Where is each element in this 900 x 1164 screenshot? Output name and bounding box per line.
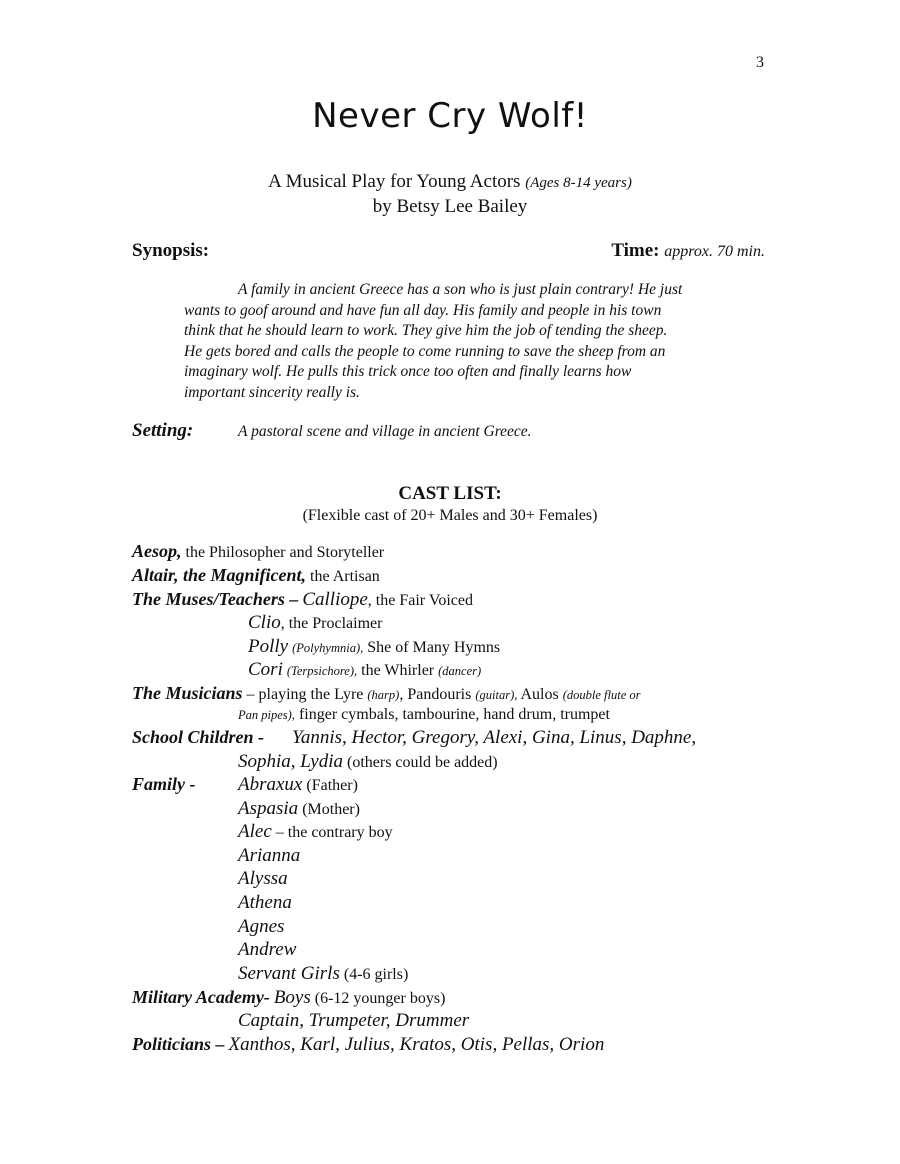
character-desc: , the Proclaimer bbox=[280, 615, 383, 632]
character-name: Abraxux bbox=[238, 774, 303, 795]
synopsis-line: wants to goof around and have fun all day. His family and people in his town bbox=[184, 301, 662, 319]
character-note: (dancer) bbox=[438, 664, 482, 678]
character-name: Alyssa bbox=[238, 868, 288, 889]
character-desc: , Pandouris bbox=[399, 686, 472, 703]
character-name: Servant Girls bbox=[238, 963, 340, 984]
time-value: approx. 70 min. bbox=[664, 243, 765, 260]
cast-entry-clio bbox=[248, 612, 382, 634]
cast-entry-family bbox=[132, 774, 196, 795]
character-name: Boys bbox=[273, 987, 311, 1008]
instrument-note: Pan pipes), bbox=[238, 708, 295, 722]
instrument-note: (guitar), bbox=[475, 688, 518, 702]
character-name: Arianna bbox=[238, 845, 301, 866]
cast-entry-military-ranks bbox=[238, 1010, 469, 1032]
subtitle-line: A Musical Play for Young Actors bbox=[268, 171, 521, 192]
cast-entry-school-names bbox=[292, 727, 696, 749]
cast-entry-servant-girls bbox=[238, 963, 408, 985]
cast-entry-musicians bbox=[132, 683, 640, 704]
character-desc: She of Many Hymns bbox=[367, 639, 501, 656]
synopsis-label: Synopsis: bbox=[132, 240, 210, 261]
synopsis-text bbox=[184, 280, 774, 403]
character-name: Polly bbox=[248, 636, 289, 657]
synopsis-line: A family in ancient Greece has a son who is just plain contrary! He just bbox=[238, 281, 683, 298]
author-line: by Betsy Lee Bailey bbox=[372, 196, 528, 217]
character-note: (Mother) bbox=[302, 801, 360, 818]
character-note: (Father) bbox=[306, 777, 358, 794]
cast-entry-musicians-cont bbox=[238, 706, 610, 724]
cast-entry-school-cont bbox=[238, 751, 498, 773]
synopsis-line: He gets bored and calls the people to come running to save the sheep from an bbox=[184, 342, 666, 360]
group-label: Family - bbox=[132, 774, 196, 794]
character-note: (Polyhymnia), bbox=[292, 641, 364, 655]
cast-entry-abraxux bbox=[238, 774, 358, 796]
character-desc: finger cymbals, tambourine, hand drum, trumpet bbox=[298, 706, 610, 723]
character-note: (Terpsichore), bbox=[286, 664, 358, 678]
setting-label: Setting: bbox=[132, 420, 194, 441]
group-label: School Children - bbox=[132, 727, 265, 747]
character-note: (4-6 girls) bbox=[343, 966, 409, 983]
cast-entry-athena bbox=[238, 892, 292, 914]
character-note: (others could be added) bbox=[347, 754, 498, 771]
cast-list-title: CAST LIST: bbox=[398, 483, 502, 504]
character-name: Clio bbox=[248, 612, 281, 633]
time-label: Time: bbox=[611, 240, 660, 261]
character-desc: Aulos bbox=[520, 686, 559, 703]
cast-entry-polly bbox=[248, 636, 500, 658]
character-name: Aspasia bbox=[238, 798, 299, 819]
character-name: Alec bbox=[238, 821, 272, 842]
instrument-note: (harp) bbox=[367, 688, 400, 702]
cast-entry-school bbox=[132, 727, 264, 748]
cast-entry-muses bbox=[132, 589, 473, 611]
cast-entry-aesop bbox=[132, 541, 384, 562]
character-note: (6-12 younger boys) bbox=[314, 990, 446, 1007]
character-name: Calliope bbox=[302, 589, 368, 610]
synopsis-line: think that he should learn to work. They give him the job of tending the sheep. bbox=[184, 322, 668, 339]
character-name: Andrew bbox=[238, 939, 297, 960]
cast-entry-politicians bbox=[132, 1034, 604, 1056]
cast-entry-arianna bbox=[238, 845, 300, 867]
cast-entry-military bbox=[132, 987, 445, 1009]
character-desc: the Philosopher and Storyteller bbox=[185, 544, 385, 561]
cast-entry-aspasia bbox=[238, 798, 360, 820]
character-name: Athena bbox=[238, 892, 292, 913]
character-name: Aesop, bbox=[132, 541, 182, 561]
setting-text: A pastoral scene and village in ancient Greece. bbox=[238, 423, 532, 440]
character-names: Sophia, Lydia bbox=[238, 751, 343, 772]
character-name: Agnes bbox=[238, 916, 285, 937]
group-label: The Muses/Teachers – bbox=[132, 589, 299, 609]
instrument-note: (double flute or bbox=[562, 688, 641, 702]
cast-entry-andrew bbox=[238, 939, 296, 961]
page-number: 3 bbox=[756, 54, 764, 71]
cast-entry-alyssa bbox=[238, 868, 288, 890]
character-desc: – playing the Lyre bbox=[246, 686, 364, 703]
synopsis-line: important sincerity really is. bbox=[184, 383, 360, 401]
cast-entry-cori bbox=[248, 659, 481, 681]
play-subtitle bbox=[0, 170, 900, 219]
character-note: – the contrary boy bbox=[275, 824, 393, 841]
cast-entry-alec bbox=[238, 821, 393, 843]
cast-entry-altair bbox=[132, 565, 380, 586]
group-label: Military Academy- bbox=[132, 987, 270, 1007]
cast-entry-agnes bbox=[238, 916, 284, 938]
character-name: Altair, the Magnificent, bbox=[132, 565, 307, 585]
character-desc: the Artisan bbox=[310, 568, 380, 585]
cast-list-subtitle: (Flexible cast of 20+ Males and 30+ Females) bbox=[302, 507, 598, 524]
synopsis-line: imaginary wolf. He pulls this trick once too often and finally learns how bbox=[184, 363, 632, 380]
group-label: Politicians – bbox=[132, 1034, 225, 1054]
character-names: Xanthos, Karl, Julius, Kratos, Otis, Pellas, Orion bbox=[228, 1034, 605, 1055]
character-desc: , the Fair Voiced bbox=[367, 592, 473, 609]
running-time bbox=[611, 240, 765, 262]
play-title: Never Cry Wolf! bbox=[312, 96, 588, 136]
subtitle-ages: (Ages 8-14 years) bbox=[525, 175, 632, 191]
character-desc: the Whirler bbox=[361, 662, 435, 679]
group-label: The Musicians bbox=[132, 683, 243, 703]
character-name: Cori bbox=[248, 659, 283, 680]
character-names: Captain, Trumpeter, Drummer bbox=[238, 1010, 470, 1031]
character-names: Yannis, Hector, Gregory, Alexi, Gina, Linus, Daphne, bbox=[292, 727, 697, 748]
